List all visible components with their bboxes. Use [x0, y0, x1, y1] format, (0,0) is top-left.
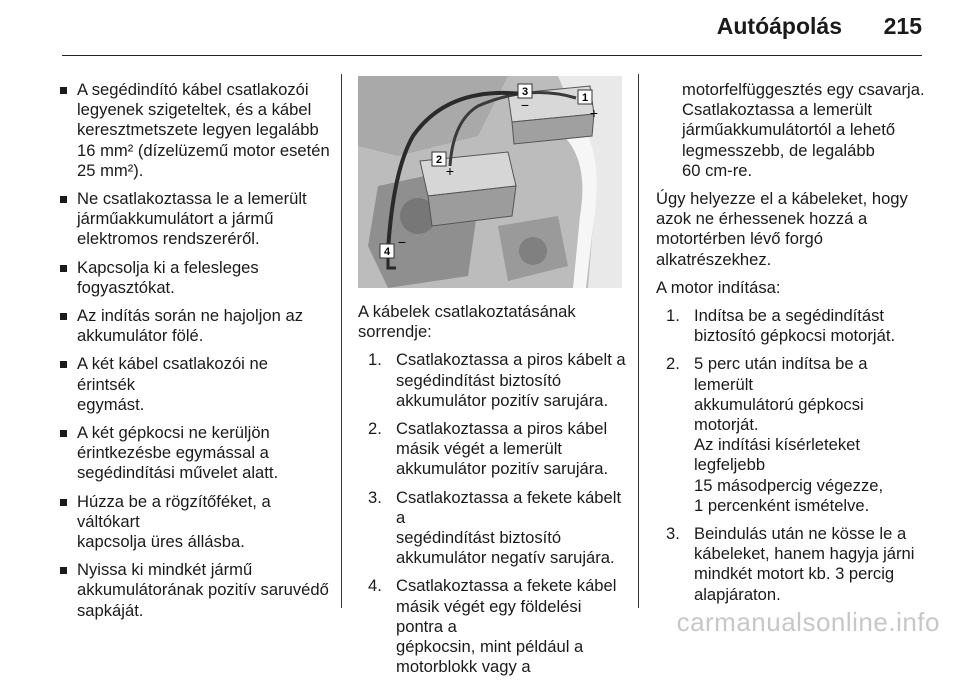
section-title: Autóápolás	[716, 13, 842, 39]
text-line: kábeleket, hanem hagyja járni	[694, 544, 915, 564]
column-divider-2	[638, 74, 639, 608]
svg-text:4: 4	[383, 246, 391, 258]
text-line: A kábelek csatlakoztatásának	[358, 302, 576, 321]
text-line: Csatlakoztassa a piros kábelt a	[396, 350, 626, 370]
text-line: másik végét egy földelési pontra a	[396, 596, 582, 636]
start-steps	[656, 306, 928, 605]
list-item	[60, 492, 330, 553]
text-line: Nyissa ki mindkét jármű	[77, 560, 253, 580]
text-line: 1 percenként ismételve.	[694, 495, 870, 515]
cable-placement-note	[656, 189, 928, 270]
list-item	[60, 258, 330, 298]
text-line: másik végét a lemerült	[396, 439, 563, 459]
text-line: Ne csatlakoztassa le a lemerült	[77, 189, 307, 209]
text-line: kapcsolja üres állásba.	[77, 532, 245, 552]
text-line: Csatlakoztassa a piros kábel	[396, 419, 608, 439]
text-line: segédindítást biztosító	[396, 528, 562, 548]
text-line: Beindulás után ne kösse le a	[694, 524, 907, 544]
list-item	[60, 80, 330, 181]
step-number: 2.	[368, 419, 382, 439]
text-line: legyenek szigeteltek, és a kábel	[77, 100, 312, 120]
svg-text:3: 3	[521, 86, 529, 98]
list-item	[60, 189, 330, 250]
step-item	[358, 576, 630, 677]
text-line: elektromos rendszeréről.	[77, 229, 260, 249]
bullet-icon	[60, 196, 67, 203]
text-line: Kapcsolja ki a felesleges	[77, 257, 259, 277]
text-line: akkumulátorának pozitív saruvédő	[77, 580, 329, 600]
svg-text:−: −	[397, 234, 407, 250]
list-item	[60, 306, 330, 346]
text-line: motorblokk vagy a	[396, 657, 531, 677]
column-right	[656, 80, 928, 613]
text-line: 60 cm-re.	[682, 160, 753, 180]
step-number: 3.	[368, 487, 382, 507]
svg-text:2: 2	[435, 154, 443, 166]
text-line: járműakkumulátortól a lehető	[682, 120, 896, 140]
header-divider	[62, 55, 922, 56]
connection-order-intro	[358, 302, 630, 342]
column-left	[60, 80, 330, 629]
text-line: Csatlakoztassa a fekete kábelt a	[396, 487, 622, 527]
text-line: akkumulátor fölé.	[77, 326, 204, 346]
list-item	[60, 560, 330, 621]
text-line: akkumulátor pozitív sarujára.	[396, 390, 609, 410]
text-line: gépkocsin, mint például a	[396, 637, 584, 657]
text-line: legmesszebb, de legalább	[682, 140, 875, 160]
text-line: 25 mm²).	[77, 160, 144, 180]
text-line: Húzza be a rögzítőféket, a váltókart	[77, 491, 271, 531]
svg-text:+: +	[589, 105, 599, 121]
list-item	[60, 354, 330, 415]
text-line: segédindítási művelet alatt.	[77, 463, 279, 483]
text-line: Úgy helyezze el a kábeleket, hogy	[656, 189, 908, 209]
text-line: Az indítási kísérleteket legfeljebb	[694, 435, 861, 475]
bullet-icon	[60, 499, 67, 506]
text-line: biztosító gépkocsi motorját.	[694, 326, 896, 346]
bullet-icon	[60, 567, 67, 574]
step-item	[358, 419, 630, 480]
text-line: mindkét motort kb. 3 percig	[694, 564, 895, 584]
text-line: Csatlakoztassa a fekete kábel	[396, 576, 617, 596]
step-number: 3.	[666, 524, 680, 544]
step-item	[656, 354, 928, 516]
svg-text:−: −	[520, 97, 530, 113]
svg-text:+: +	[445, 163, 455, 179]
jump-start-illustration	[358, 76, 622, 288]
continuation-text	[656, 80, 928, 181]
engine-start-heading: A motor indítása:	[656, 277, 781, 297]
step-item	[358, 488, 630, 569]
text-line: 15 másodpercig végezze,	[694, 475, 884, 495]
bullet-icon	[60, 430, 67, 437]
text-line: azok ne érhessenek hozzá a	[656, 209, 868, 229]
text-line: akkumulátor pozitív sarujára.	[396, 459, 609, 479]
bullet-icon	[60, 87, 67, 94]
text-line: Indítsa be a segédindítást	[694, 306, 885, 326]
step-number: 1.	[666, 306, 680, 326]
text-line: fogyasztókat.	[77, 277, 175, 297]
page-number: 215	[883, 13, 922, 39]
text-line: 5 perc után indítsa be a lemerült	[694, 354, 868, 394]
text-line: alkatrészekhez.	[656, 249, 772, 269]
list-item	[60, 423, 330, 484]
text-line: érintkezésbe egymással a	[77, 443, 269, 463]
step-number: 1.	[368, 350, 382, 370]
text-line: Az indítás során ne hajoljon az	[77, 306, 304, 326]
bullet-icon	[60, 313, 67, 320]
svg-text:1: 1	[581, 92, 589, 104]
text-line: akkumulátorú gépkocsi motorját.	[694, 394, 864, 435]
text-line: motorfelfüggesztés egy csavarja.	[682, 80, 925, 99]
bullet-icon	[60, 265, 67, 272]
step-number: 4.	[368, 576, 382, 596]
precaution-list	[60, 80, 330, 621]
text-line: sorrendje:	[358, 322, 432, 342]
text-line: Csatlakoztassa a lemerült	[682, 100, 872, 120]
engine-bay-drawing	[358, 76, 622, 288]
connection-steps	[358, 350, 630, 677]
text-line: sapkáját.	[77, 600, 144, 620]
text-line: A két kábel csatlakozói ne érintsék	[77, 354, 268, 394]
step-item	[656, 306, 928, 346]
step-number: 2.	[666, 354, 680, 374]
watermark: carmanualsonline.info	[676, 607, 940, 637]
text-line: keresztmetszete legyen legalább	[77, 120, 319, 140]
text-line: akkumulátor negatív sarujára.	[396, 548, 615, 568]
text-line: A segédindító kábel csatlakozói	[77, 80, 309, 99]
bullet-icon	[60, 361, 67, 368]
column-middle	[358, 302, 630, 685]
text-line: A két gépkocsi ne kerüljön	[77, 423, 270, 443]
column-divider-1	[341, 74, 342, 608]
text-line: segédindítást biztosító	[396, 370, 562, 390]
page-header	[0, 0, 960, 56]
text-line: járműakkumulátort a jármű	[77, 209, 274, 229]
step-item	[656, 524, 928, 605]
text-line: 16 mm² (dízelüzemű motor esetén	[77, 140, 330, 160]
text-line: alapjáraton.	[694, 584, 781, 604]
step-item	[358, 350, 630, 411]
text-line: egymást.	[77, 394, 145, 414]
text-line: motortérben lévő forgó	[656, 229, 823, 249]
